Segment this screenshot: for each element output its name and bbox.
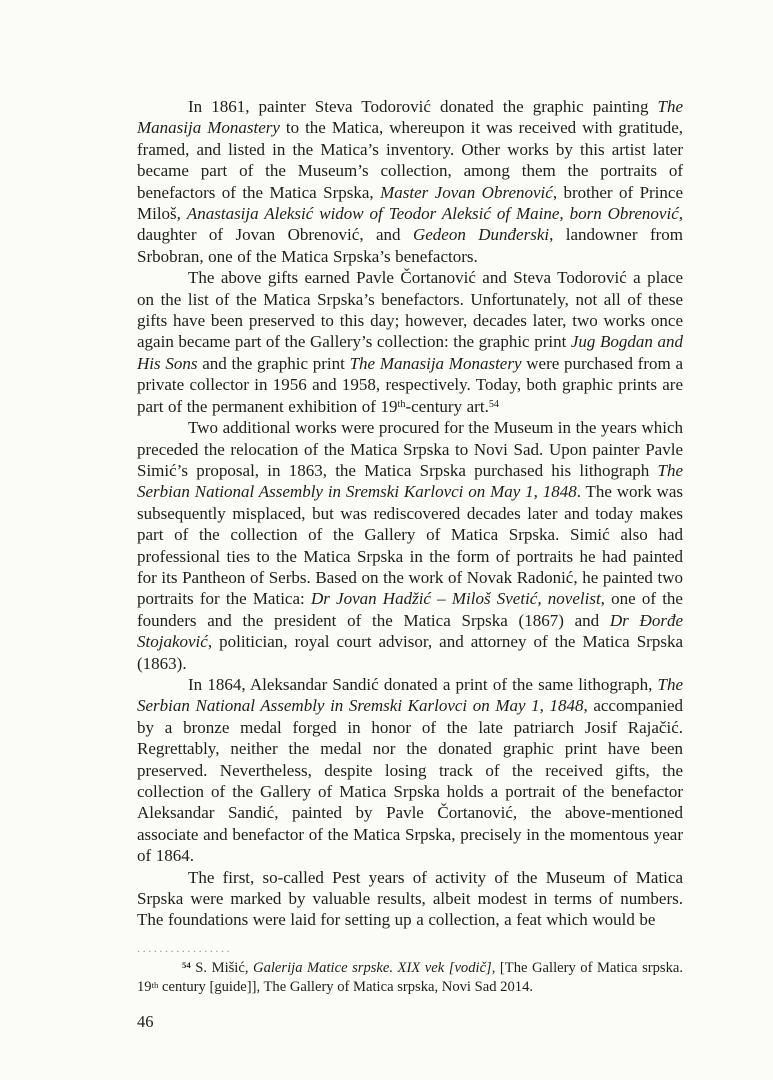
paragraph <box>137 674 683 867</box>
text-run: century [guide]], The Gallery of Matica srpska, Novi Sad 2014. <box>158 979 534 996</box>
superscript-text: th <box>397 399 406 411</box>
text-run: The Manasija Monastery <box>349 353 522 373</box>
text-run: The Manasija Monastery <box>137 97 683 138</box>
page-text-block <box>137 96 683 1031</box>
text-run: , politician, royal court advisor, and attorney of the Matica Srpska (1863). <box>137 632 683 673</box>
paragraph <box>137 867 683 931</box>
footnote-separator: ................. <box>137 943 233 955</box>
superscript-text: th <box>151 979 159 990</box>
text-run: , [The Gallery of Matica srpska. 19 <box>137 959 684 996</box>
page-number: 46 <box>137 1012 154 1032</box>
text-run: Galerija Matice srpske. XIX vek [vodič] <box>253 959 492 976</box>
text-run: In 1864, Aleksandar Sandić donated a print of the same lithograph, <box>188 674 658 694</box>
text-run: , one of the founders and the president of the Matica Srpska (1867) and <box>137 589 683 630</box>
text-run: and the graphic print <box>197 353 350 373</box>
text-run: Dr Đorđe Stojaković <box>137 610 683 652</box>
text-run: . The work was subsequently misplaced, but was rediscovered decades later and today makes part of the collection of the Gallery of Matica Srpska. Simić also had professional ties to the Matica Srpska in the form of portraits he had painted for its Pantheon of Serbs. Based on the work of Novak Radonić, he painted two portraits for the Matica: <box>137 482 683 609</box>
text-run: , daughter of Jovan Obrenović, and <box>137 204 683 245</box>
paragraph <box>137 96 683 267</box>
footnote <box>137 959 683 998</box>
text-run: The first, so-called Pest years of activity of the Museum of Matica Srpska were marked by valuable results, albeit modest in terms of numbers. The foundations were laid for setting up a collection, a feat which would be <box>137 867 683 930</box>
text-run: -century art. <box>405 396 489 416</box>
text-run: The Serbian National Assembly in Sremski Karlovci on May 1, 1848 <box>137 460 683 502</box>
text-run: , landowner from Srbobran, one of the Matica Srpska’s benefactors. <box>137 225 683 266</box>
superscript-text: 54 <box>182 959 191 970</box>
paragraph <box>137 267 683 417</box>
text-run: The above gifts earned Pavle Čortanović and Steva Todorović a place on the list of the Matica Srpska’s benefactors. Unfortunately, not all of these gifts have been preserved to this day; however, decades later, two works once again became part of the Gallery’s collection: the graphic print <box>137 268 683 352</box>
text-run: Jug Bogdan and His Sons <box>137 332 683 373</box>
paragraph <box>137 417 683 674</box>
text-run: The Serbian National Assembly in Sremski Karlovci on May 1, 1848 <box>137 674 683 716</box>
text-run: In 1861, painter Steva Todorović donated the graphic painting <box>188 97 658 116</box>
text-run: to the Matica, whereupon it was received with gratitude, framed, and listed in the Matica’s inventory. Other works by this artist later became part of the Museum’s collection, among them the portraits of benefactors of the Matica Srpska, <box>137 118 683 202</box>
footnote-area <box>137 944 683 998</box>
text-run: were purchased from a private collector in 1956 and 1958, respectively. Today, both graphic prints are part of the permanent exhibition of 19 <box>137 353 684 416</box>
text-run: S. Mišić, <box>190 959 254 976</box>
text-run: Master Jovan Obrenović <box>380 182 553 202</box>
text-run: Anastasija Aleksić widow of Teodor Aleksić of Maine, born Obrenović <box>186 204 679 224</box>
text-run: Dr Jovan Hadžić – Miloš Svetić, novelist <box>310 589 601 609</box>
text-run: Two additional works were procured for the Museum in the years which preceded the relocation of the Matica Srpska to Novi Sad. Upon painter Pavle Simić’s proposal, in 1863, the Matica Srpska purchased his lithograph <box>137 418 683 480</box>
text-run: Gedeon Dunđerski <box>412 225 550 245</box>
superscript-text: 54 <box>488 399 500 411</box>
text-run: , brother of Prince Miloš, <box>137 182 683 224</box>
body-paragraphs <box>137 96 683 931</box>
text-run: , accompanied by a bronze medal forged in honor of the late patriarch Josif Rajačić. Regrettably, neither the medal nor the donated graphic print have been preserved. Nevertheless, despite losing track of the received gifts, the collection of the Gallery of Matica Srpska holds a portrait of the benefactor Aleksandar Sandić, painted by Pavle Čortanović, the above-mentioned associate and benefactor of the Matica Srpska, precisely in the momentous year of 1864. <box>137 696 683 866</box>
